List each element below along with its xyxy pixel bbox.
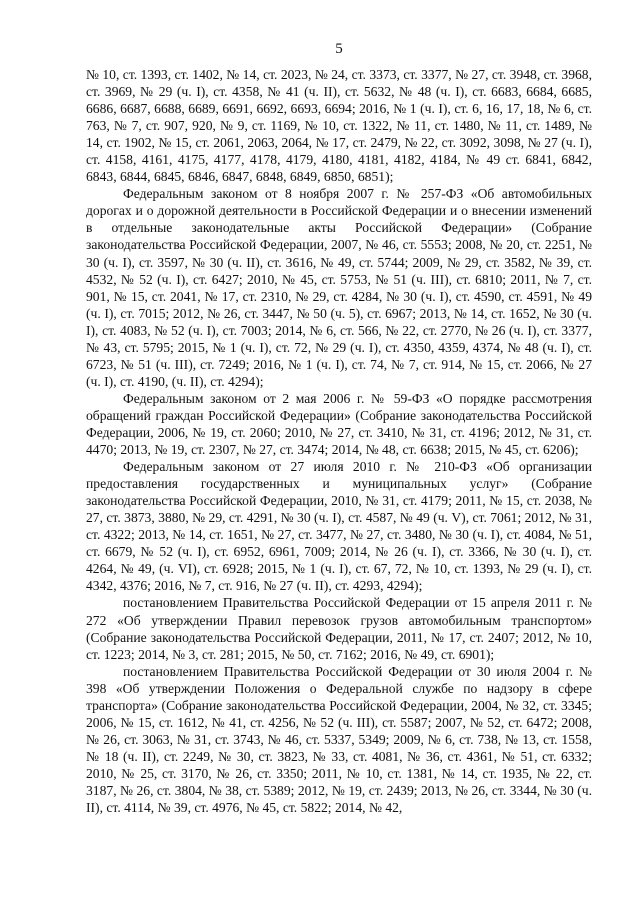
- paragraph-federal-law-59: Федеральным законом от 2 мая 2006 г. № 59-ФЗ «О порядке рассмотрения обращений граждан Российской Федерации» (Собрание законодательства Российской Федерации, 2006, № 19, ст. 2060; 2010, № 27, ст. 3410, № 31, ст. 4196; 2012, № 31, ст. 4470; 2013, № 19, ст. 2307, № 27, ст. 3474; 2014, № 48, ст. 6638; 2015, № 45, ст. 6206);: [86, 390, 592, 458]
- paragraph-resolution-272: постановлением Правительства Российской Федерации от 15 апреля 2011 г. № 272 «Об утверждении Правил перевозок грузов автомобильным транспортом» (Собрание законодательства Российской Федерации, 2011, № 17, ст. 2407; 2012, № 10, ст. 1223; 2014, № 3, ст. 281; 2015, № 50, ст. 7162; 2016, № 49, ст. 6901);: [86, 595, 592, 662]
- paragraph-federal-law-257: Федеральным законом от 8 ноября 2007 г. № 257-ФЗ «Об автомобильных дорогах и о дорожной деятельности в Российской Федерации и о внесении изменений в отдельные законодательные акты Российской Федерации» (Собрание законодательства Российской Федерации, 2007, № 46, ст. 5553; 2008, № 20, ст. 2251, № 30 (ч. I), ст. 3597, № 30 (ч. II), ст. 3616, № 49, ст. 5744; 2009, № 29, ст. 3582, № 39, ст. 4532, № 52 (ч. I), ст. 6427; 2010, № 45, ст. 5753, № 51 (ч. III), ст. 6810; 2011, № 7, ст. 901, № 15, ст. 2041, № 17, ст. 2310, № 29, ст. 4284, № 30 (ч. I), ст. 4590, ст. 4591, № 49 (ч. I), ст. 7015; 2012, № 26, ст. 3447, № 50 (ч. 5), ст. 6967; 2013, № 14, ст. 1652, № 30 (ч. I), ст. 4083, № 52 (ч. I), ст. 7003; 2014, № 6, ст. 566, № 22, ст. 2770, № 26 (ч. I), ст. 3377, № 43, ст. 5795; 2015, № 1 (ч. I), ст. 72, № 29 (ч. I), ст. 4350, 4359, 4374, № 48 (ч. I), ст. 6723, № 51 (ч. III), ст. 7249; 2016, № 1 (ч. I), ст. 74, № 7, ст. 914, № 15, ст. 2066, № 27 (ч. I), ст. 4190, (ч. II), ст. 4294);: [86, 186, 592, 389]
- paragraph-resolution-398: постановлением Правительства Российской Федерации от 30 июля 2004 г. № 398 «Об утверждении Положения о Федеральной службе по надзору в сфере транспорта» (Собрание законодательства Российской Федерации, 2004, № 32, ст. 3345; 2006, № 15, ст. 1612, № 41, ст. 4256, № 52 (ч. III), ст. 5587; 2007, № 52, ст. 6472; 2008, № 26, ст. 3063, № 31, ст. 3743, № 46, ст. 5337, 5349; 2009, № 6, ст. 738, № 13, ст. 1558, № 18 (ч. II), ст. 2249, № 30, ст. 3823, № 33, ст. 4081, № 36, ст. 4361, № 51, ст. 6332; 2010, № 25, ст. 3170, № 26, ст. 3350; 2011, № 10, ст. 1381, № 14, ст. 1935, № 22, ст. 3187, № 26, ст. 3804, № 38, ст. 5389; 2012, № 19, ст. 2439; 2013, № 26, ст. 3344, № 30 (ч. II), ст. 4114, № 39, ст. 4976, № 45, ст. 5822; 2014, № 42,: [86, 663, 592, 816]
- paragraph-federal-law-210: Федеральным законом от 27 июля 2010 г. № 210-ФЗ «Об организации предоставления государственных и муниципальных услуг» (Собрание законодательства Российской Федерации, 2010, № 31, ст. 4179; 2011, № 15, ст. 2038, № 27, ст. 3873, 3880, № 29, ст. 4291, № 30 (ч. I), ст. 4587, № 49 (ч. V), ст. 7061; 2012, № 31, ст. 4322; 2013, № 14, ст. 1651, № 27, ст. 3477, № 27, ст. 3480, № 30 (ч. I), ст. 4084, № 51, ст. 6679, № 52 (ч. I), ст. 6952, 6961, 7009; 2014, № 26 (ч. I), ст. 3366, № 30 (ч. I), ст. 4264, № 49, (ч. VI), ст. 6928; 2015, № 1 (ч. I), ст. 67, 72, № 10, ст. 1393, № 29 (ч. I), ст. 4342, 4376; 2016, № 7, ст. 916, № 27 (ч. II), ст. 4293, 4294);: [86, 459, 592, 594]
- paragraph-continuation: № 10, ст. 1393, ст. 1402, № 14, ст. 2023, № 24, ст. 3373, ст. 3377, № 27, ст. 3948, ст. 3968, ст. 3969, № 29 (ч. I), ст. 4358, № 41 (ч. II), ст. 5632, № 48 (ч. I), ст. 6683, 6684, 6685, 6686, 6687, 6688, 6689, 6691, 6692, 6693, 6694; 2016, № 1 (ч. I), ст. 6, 16, 17, 18, № 6, ст. 763, № 7, ст. 907, 920, № 9, ст. 1169, № 10, ст. 1322, № 11, ст. 1480, № 11, ст. 1489, № 14, ст. 1902, № 15, ст. 2061, 2063, 2064, № 17, ст. 2479, № 22, ст. 3092, 3098, № 27 (ч. I), ст. 4158, 4161, 4175, 4177, 4178, 4179, 4180, 4181, 4182, 4184, № 49 ст. 6841, 6842, 6843, 6844, 6845, 6846, 6847, 6848, 6849, 6850, 6851);: [86, 67, 592, 185]
- page-number: 5: [335, 41, 343, 57]
